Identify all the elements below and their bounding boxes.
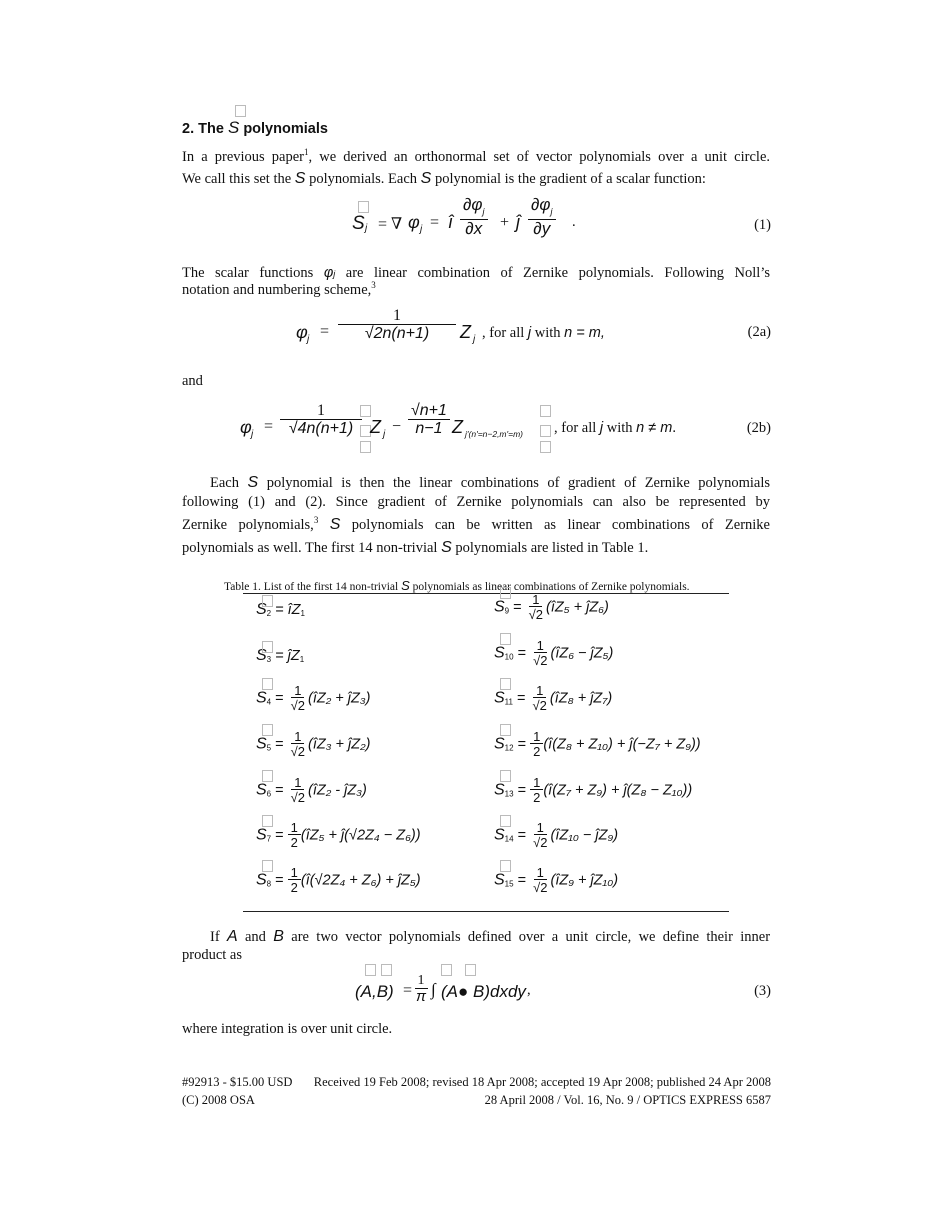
footer-right-1: Received 19 Feb 2008; revised 18 Apr 2008; accepted 19 Apr 2008; published 24 Apr 2008	[313, 1075, 771, 1089]
table-entry-coefficient: $\frac{1}{√2}$	[533, 820, 548, 850]
table-entry-coefficient: $\frac{1}{2}$	[288, 821, 301, 850]
missing-glyph-box	[500, 724, 511, 736]
table-entry-symbol: S	[494, 689, 505, 707]
para3-line3: Zernike polynomials,$^3$ S polynomials can be written as linear combinations of Zernike	[182, 515, 770, 533]
table-entry-expression: (îZ₂ + ĵZ₃)	[308, 690, 371, 707]
missing-glyph-box	[500, 815, 511, 827]
para2-line2: notation and numbering scheme,$^3$	[182, 280, 376, 298]
table-entry: $S_{12}$ = $\frac{1}{2}$ (î(Z₈ + Z₁₀) + ĵ(−Z₇ + Z₉))	[494, 730, 701, 759]
missing-glyph-box	[262, 641, 273, 653]
table-entry-expression: = ĵZ	[271, 648, 300, 664]
table-entry-expression: (îZ₅ + ĵ(√2Z₄ − Z₆))	[300, 827, 421, 844]
footer-left-2: (C) 2008 OSA	[182, 1093, 255, 1107]
table-entry-index: 14	[504, 834, 514, 844]
missing-glyph-box	[235, 105, 246, 117]
table-entry: $S_8$ = $\frac{1}{2}$ (î(√2Z₄ + Z₆) + ĵZ₅)	[256, 866, 421, 895]
missing-glyph-box	[500, 860, 511, 872]
equation-3-label: (3)	[754, 983, 771, 999]
table-entry-symbol: S	[256, 735, 267, 753]
table-entry-index: 4	[266, 697, 272, 707]
table-entry-symbol: S	[256, 826, 267, 844]
table-entry-index: 9	[504, 606, 510, 616]
table-entry-index: 6	[266, 789, 272, 799]
table-entry: $S_{10}$ = $\frac{1}{√2}$ (îZ₆ − ĵZ₅)	[494, 639, 613, 668]
missing-glyph-box	[262, 860, 273, 872]
missing-glyph-box	[500, 678, 511, 690]
table-entry-coefficient: $\frac{1}{2}$	[530, 776, 543, 805]
footer-right-2: 28 April 2008 / Vol. 16, No. 9 / OPTICS EXPRESS 6587	[484, 1093, 771, 1107]
table-entry-expression: (îZ₁₀ − ĵZ₉)	[550, 827, 619, 844]
table-entry-symbol: S	[494, 598, 505, 616]
table-entry-symbol: S	[256, 601, 267, 618]
table-entry-coefficient: $\frac{1}{√2}$	[290, 729, 306, 759]
table-entry: $S_{14}$ = $\frac{1}{√2}$ (îZ₁₀ − ĵZ₉)	[494, 821, 618, 850]
table-entry: $S_3$ = $ĵZ_1$	[256, 647, 304, 665]
and-text: and	[182, 373, 203, 389]
table-entry: $S_9$ = $\frac{1}{√2}$ (îZ₅ + ĵZ₆)	[494, 593, 609, 622]
missing-glyph-box	[262, 678, 273, 690]
para5: where integration is over unit circle.	[182, 1021, 393, 1037]
equation-2b: φ j = $\frac{1}{√4n(n+1)}$ Z j − $\frac{√n+1}{n-1}$ Z j'(n'=n−2,m'=m) , for all j with n ≠ m.	[240, 403, 710, 459]
equation-2a: φ j = $\frac{1}{√2n(n+1)}$ Z j , for all j with n = m,	[296, 307, 605, 345]
para1-line2: We call this set the S polynomials. Each S polynomial is the gradient of a scalar function:	[182, 170, 706, 187]
equation-1: S j = ∇ φ j = î $\frac{\partial\varphi_j}{\partial x}$ + ĵ $\frac{\partial\varphi_j}{\partial y}$ .	[352, 195, 576, 239]
section-number: 2. The	[182, 121, 224, 137]
missing-glyph-box	[500, 633, 511, 645]
table-entry-index: 10	[504, 652, 514, 662]
table-entry-expression: (î(√2Z₄ + Z₆) + ĵZ₅)	[300, 872, 421, 889]
table-entry-expression: (îZ₂ - ĵZ₃)	[308, 782, 367, 799]
table-entry-expression: (îZ₅ + ĵZ₆)	[546, 599, 609, 616]
table-entry: $S_4$ = $\frac{1}{√2}$ (îZ₂ + ĵZ₃)	[256, 684, 370, 713]
table-caption: Table 1. List of the first 14 non-trivial S polynomials as linear combinations of Zernike polynomials.	[224, 578, 690, 593]
table-entry-index: 7	[266, 834, 272, 844]
para3-line1: Each S polynomial is then the linear combinations of gradient of Zernike polynomials	[210, 474, 770, 491]
table-entry-expression: (îZ₆ − ĵZ₅)	[550, 645, 614, 662]
section-title: polynomials	[243, 121, 328, 137]
section-symbol: S	[227, 118, 240, 137]
para4-line2: product as	[182, 947, 242, 963]
table-entry-coefficient: $\frac{1}{2}$	[530, 730, 543, 759]
equation-2b-label: (2b)	[746, 420, 771, 436]
table-entry-symbol: S	[494, 826, 505, 844]
table-entry-index: 11	[504, 697, 513, 707]
table-entry-coefficient: $\frac{1}{√2}$	[532, 683, 547, 713]
table-entry-expression: (î(Z₈ + Z₁₀) + ĵ(−Z₇ + Z₉))	[543, 736, 701, 753]
table-entry-index: 3	[266, 655, 272, 664]
table-entry-expression: (îZ₉ + ĵZ₁₀)	[550, 872, 619, 889]
table-top-rule	[243, 593, 729, 594]
table-entry-coefficient: $\frac{1}{√2}$	[528, 592, 544, 622]
table-bottom-rule	[243, 911, 729, 912]
table-entry-coefficient: $\frac{1}{√2}$	[533, 638, 548, 668]
table-entry-expression: (îZ₈ + ĵZ₇)	[549, 690, 613, 707]
table-entry-symbol: S	[256, 871, 267, 889]
para3-line2: following (1) and (2). Since gradient of Zernike polynomials can also be represented by	[182, 494, 770, 510]
missing-glyph-box	[500, 587, 511, 599]
table-entry: $S_6$ = $\frac{1}{√2}$ (îZ₂ - ĵZ₃)	[256, 776, 367, 805]
table-entry-symbol: S	[256, 689, 267, 707]
table-entry: $S_{11}$ = $\frac{1}{√2}$ (îZ₈ + ĵZ₇)	[494, 684, 612, 713]
para1-line1: In a previous paper$^1$, we derived an orthonormal set of vector polynomials over a unit circle.	[182, 147, 770, 165]
missing-glyph-box	[262, 724, 273, 736]
table-entry-symbol: S	[494, 735, 505, 753]
section-heading	[182, 118, 328, 138]
table-entry-index: 8	[266, 879, 272, 889]
missing-glyph-box	[262, 815, 273, 827]
table-entry-index: 5	[266, 743, 272, 753]
missing-glyph-box	[262, 595, 273, 607]
table-entry-expression: (î(Z₇ + Z₉) + ĵ(Z₈ − Z₁₀))	[543, 782, 693, 799]
table-entry: $S_{15}$ = $\frac{1}{√2}$ (îZ₉ + ĵZ₁₀)	[494, 866, 618, 895]
missing-glyph-box	[500, 770, 511, 782]
table-entry-symbol: S	[494, 871, 505, 889]
equation-1-label: (1)	[754, 217, 771, 233]
table-entry-symbol: S	[494, 781, 505, 799]
table-entry-index: 15	[504, 879, 514, 889]
table-entry-index: 12	[504, 743, 514, 753]
table-entry: $S_5$ = $\frac{1}{√2}$ (îZ₃ + ĵZ₂)	[256, 730, 370, 759]
table-entry-index: 2	[266, 609, 272, 618]
table-entry-expression: (îZ₃ + ĵZ₂)	[308, 736, 371, 753]
missing-glyph-box	[262, 770, 273, 782]
table-entry: $S_7$ = $\frac{1}{2}$ (îZ₅ + ĵ(√2Z₄ − Z₆))	[256, 821, 421, 850]
table-entry-symbol: S	[256, 781, 267, 799]
table-entry-index: 13	[504, 789, 514, 799]
table-entry-coefficient: $\frac{1}{√2}$	[290, 683, 306, 713]
para3-line4: polynomials as well. The first 14 non-trivial S polynomials are listed in Table 1.	[182, 539, 649, 556]
para4-line1: If A and B are two vector polynomials defined over a unit circle, we define their inner	[210, 928, 771, 945]
table-entry-symbol: S	[256, 647, 267, 664]
table-entry: $S_{13}$ = $\frac{1}{2}$ (î(Z₇ + Z₉) + ĵ(Z₈ − Z₁₀))	[494, 776, 692, 805]
table-entry-symbol: S	[494, 644, 505, 662]
equation-2a-label: (2a)	[747, 324, 771, 340]
table-entry-coefficient: $\frac{1}{√2}$	[533, 865, 548, 895]
table-entry: $S_2$ = $îZ_1$	[256, 601, 305, 619]
footer-left-1: #92913 - $15.00 USD	[182, 1075, 293, 1089]
table-entry-coefficient: $\frac{1}{2}$	[288, 866, 301, 895]
equation-3: (A,B) = $\frac{1}{\pi}$ ∫ (A● B)dxdy ,	[355, 964, 555, 1012]
table-entry-expression: = îZ	[271, 602, 301, 618]
table-entry-coefficient: $\frac{1}{√2}$	[290, 775, 306, 805]
para2-line1: The scalar functions φj are linear combination of Zernike polynomials. Following Noll’s	[182, 265, 770, 281]
